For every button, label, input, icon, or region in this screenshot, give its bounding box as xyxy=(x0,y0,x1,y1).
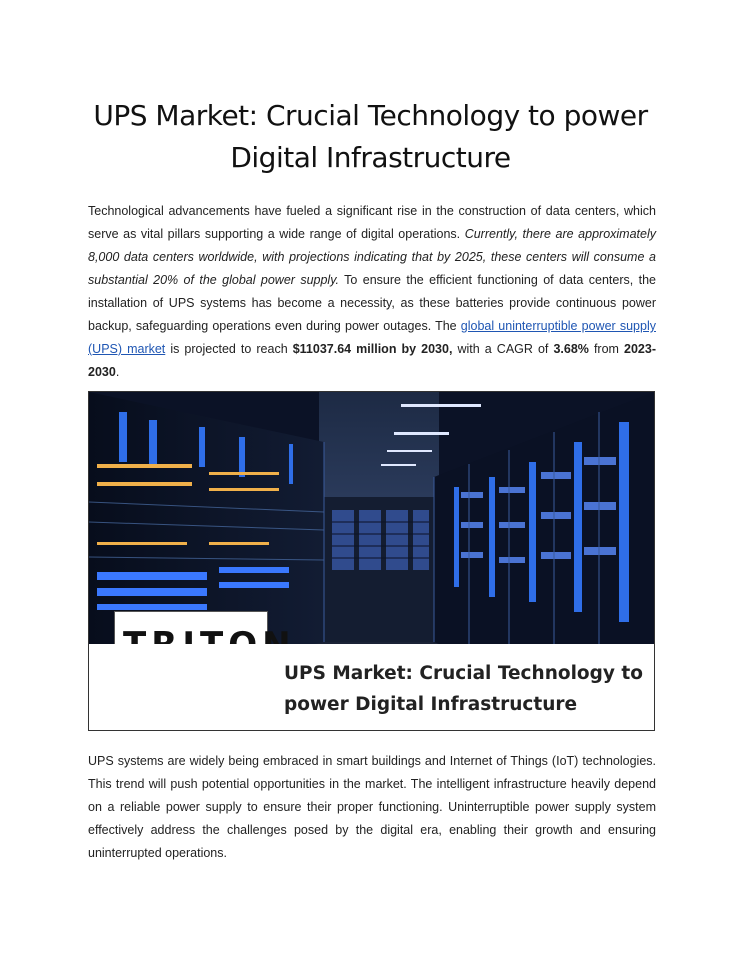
intro-text-6: . xyxy=(115,365,120,379)
intro-text-2: To ensure the efficient functioning of data centers, the installation of UPS systems has become a necessity, as these batteries provide continuous power backup, safeguarding operations even during power outages. The xyxy=(88,273,656,333)
banner-caption: UPS Market: Crucial Technology to power Digital Infrastructure xyxy=(284,663,643,715)
cagr-value: 3.68% xyxy=(553,342,589,356)
body-paragraph: UPS systems are widely being embraced in smart buildings and Internet of Things (IoT) technologies. This trend will push potential opportunities in the market. The intelligent infrastructure heavily depend on a reliable power supply to ensure their proper functioning. Uninterruptible power supply system effectively address the challenges posed by the digital era, enabling their growth and ensuring uninterrupted operations. xyxy=(88,754,656,860)
data-center-banner-image xyxy=(88,391,655,731)
intro-italic-text: Currently, there are approximately 8,000 data centers worldwide, with projections indicating that by 2025, these centers will consume a substantial 20% of the global power supply. xyxy=(88,227,656,287)
intro-text-5: from xyxy=(588,342,625,356)
banner-caption-box xyxy=(89,644,654,730)
document-title xyxy=(60,95,681,179)
title-line-2: Digital Infrastructure xyxy=(230,141,511,174)
ups-market-link[interactable]: global uninterruptible power supply (UPS) market xyxy=(88,319,656,356)
intro-text-1: Technological advancements have fueled a significant rise in the construction of data centers, which serve as vital pillars supporting a wide range of digital operations. xyxy=(88,204,656,241)
intro-paragraph xyxy=(88,200,656,384)
period-value: 2023-2030 xyxy=(88,342,656,379)
market-value: $11037.64 million by 2030, xyxy=(292,342,453,356)
intro-text-4: with a CAGR of xyxy=(452,342,554,356)
intro-text-3: is projected to reach xyxy=(165,342,293,356)
title-line-1: UPS Market: Crucial Technology to power xyxy=(93,99,648,132)
